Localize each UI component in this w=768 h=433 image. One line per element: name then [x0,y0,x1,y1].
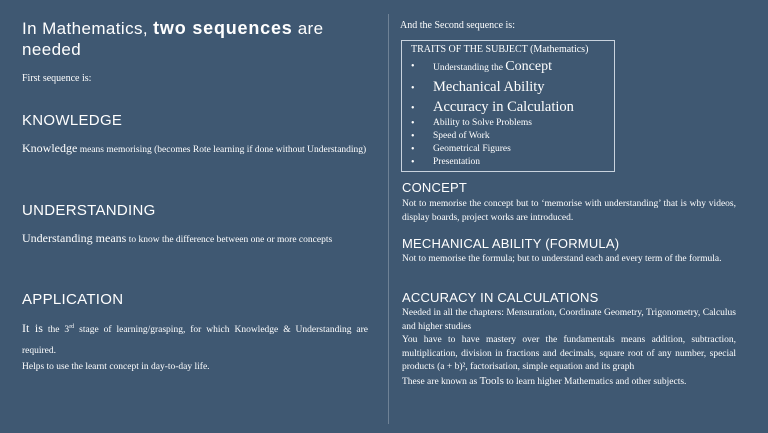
accuracy-description [402,307,736,389]
knowledge-heading: KNOWLEDGE [22,112,123,129]
trait-accuracy: • Accuracy in Calculation [433,97,574,117]
traits-list [402,58,574,169]
first-sequence-label: First sequence is: [22,73,92,84]
traits-box [401,40,615,172]
mechanical-ability-heading: MECHANICAL ABILITY (FORMULA) [402,236,620,251]
column-divider [388,14,389,424]
trait-concept: • Understanding the Concept [433,58,574,77]
trait-presentation: • Presentation [433,156,574,169]
accuracy-heading: ACCURACY IN CALCULATIONS [402,290,599,305]
knowledge-description: Knowledge means memorising (becomes Rote learning if done without Understanding) [22,141,367,155]
application-description: It is the 3rd stage of learning/grasping, for which Knowledge & Understanding are required. [22,321,369,357]
trait-speed: • Speed of Work [433,130,574,143]
concept-description: Not to memorise the concept but to ‘memorise with understanding’ that is why videos, display boards, project works are introduced. [402,199,736,223]
understanding-heading: UNDERSTANDING [22,202,156,219]
application-heading: APPLICATION [22,291,124,308]
trait-problem-solving: • Ability to Solve Problems [433,117,574,130]
trait-geometry: • Geometrical Figures [433,143,574,156]
traits-title: TRAITS OF THE SUBJECT (Mathematics) [411,44,589,55]
concept-heading: CONCEPT [402,180,467,195]
second-sequence-label: And the Second sequence is: [400,20,515,31]
slide-title: In Mathematics, two sequences are needed [22,18,324,59]
understanding-description: Understanding means to know the difference between one or more concepts [22,231,333,245]
mechanical-ability-description: Not to memorise the formula; but to understand each and every term of the formula. [402,254,722,264]
accuracy-tools-note: These are known as Tools to learn higher Mathematics and other subjects. [402,374,687,387]
accuracy-fundamentals: You have to have mastery over the fundamentals means addition, subtraction, multiplication, division in fractions and decimals, square root of any number, special products (a + b)², factorisation, simple equation and its graph [402,335,736,372]
accuracy-chapters: Needed in all the chapters: Mensuration, Coordinate Geometry, Trigonometry, Calculus and higher studies [402,308,736,332]
trait-mechanical-ability: • Mechanical Ability [433,77,574,97]
application-note: Helps to use the learnt concept in day-to-day life. [22,362,210,372]
